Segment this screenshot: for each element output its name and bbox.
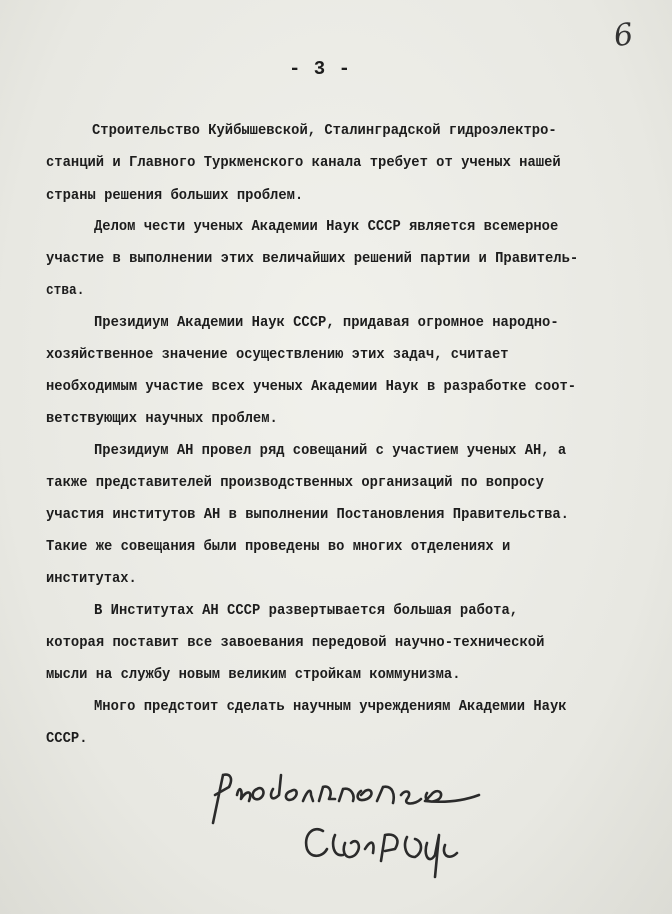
text-line: институтах. xyxy=(46,571,137,587)
text-line: Президиум Академии Наук СССР, придавая огромное народно- xyxy=(94,315,559,331)
text-line: В Институтах АН СССР развертывается большая работа, xyxy=(94,603,519,619)
text-line: Такие же совещания были проведены во многих отделениях и xyxy=(46,539,511,555)
handwritten-note xyxy=(195,765,505,885)
text-line: Строительство Куйбышевской, Сталинградской гидроэлектро- xyxy=(92,123,557,139)
corner-page-mark: 6 xyxy=(611,16,636,55)
text-line: страны решения больших проблем. xyxy=(46,188,304,204)
text-line: Президиум АН провел ряд совещаний с участием ученых АН, а xyxy=(94,443,567,459)
page-number: - 3 - xyxy=(288,58,351,80)
text-line: участие в выполнении этих величайших решений партии и Правитель- xyxy=(46,251,579,267)
text-line: необходимым участие всех ученых Академии Наук в разработке соот- xyxy=(46,379,577,395)
text-line: также представителей производственных организаций по вопросу xyxy=(46,475,544,491)
text-line: Делом чести ученых Академии Наук СССР является всемерное xyxy=(94,219,559,235)
text-line: Много предстоит сделать научным учреждениям Академии Наук xyxy=(94,699,567,715)
text-line: мысли на службу новым великим стройкам коммунизма. xyxy=(46,667,461,683)
text-line: станций и Главного Туркменского канала требует от ученых нашей xyxy=(46,155,561,171)
text-line: ветствующих научных проблем. xyxy=(46,411,278,427)
text-line: хозяйственное значение осуществлению этих задач, считает xyxy=(46,347,509,363)
text-line: СССР. xyxy=(46,731,88,747)
text-line: ства. xyxy=(46,283,85,299)
text-line: которая поставит все завоевания передовой научно-технической xyxy=(46,635,545,651)
text-line: участия институтов АН в выполнении Постановления Правительства. xyxy=(46,507,569,523)
